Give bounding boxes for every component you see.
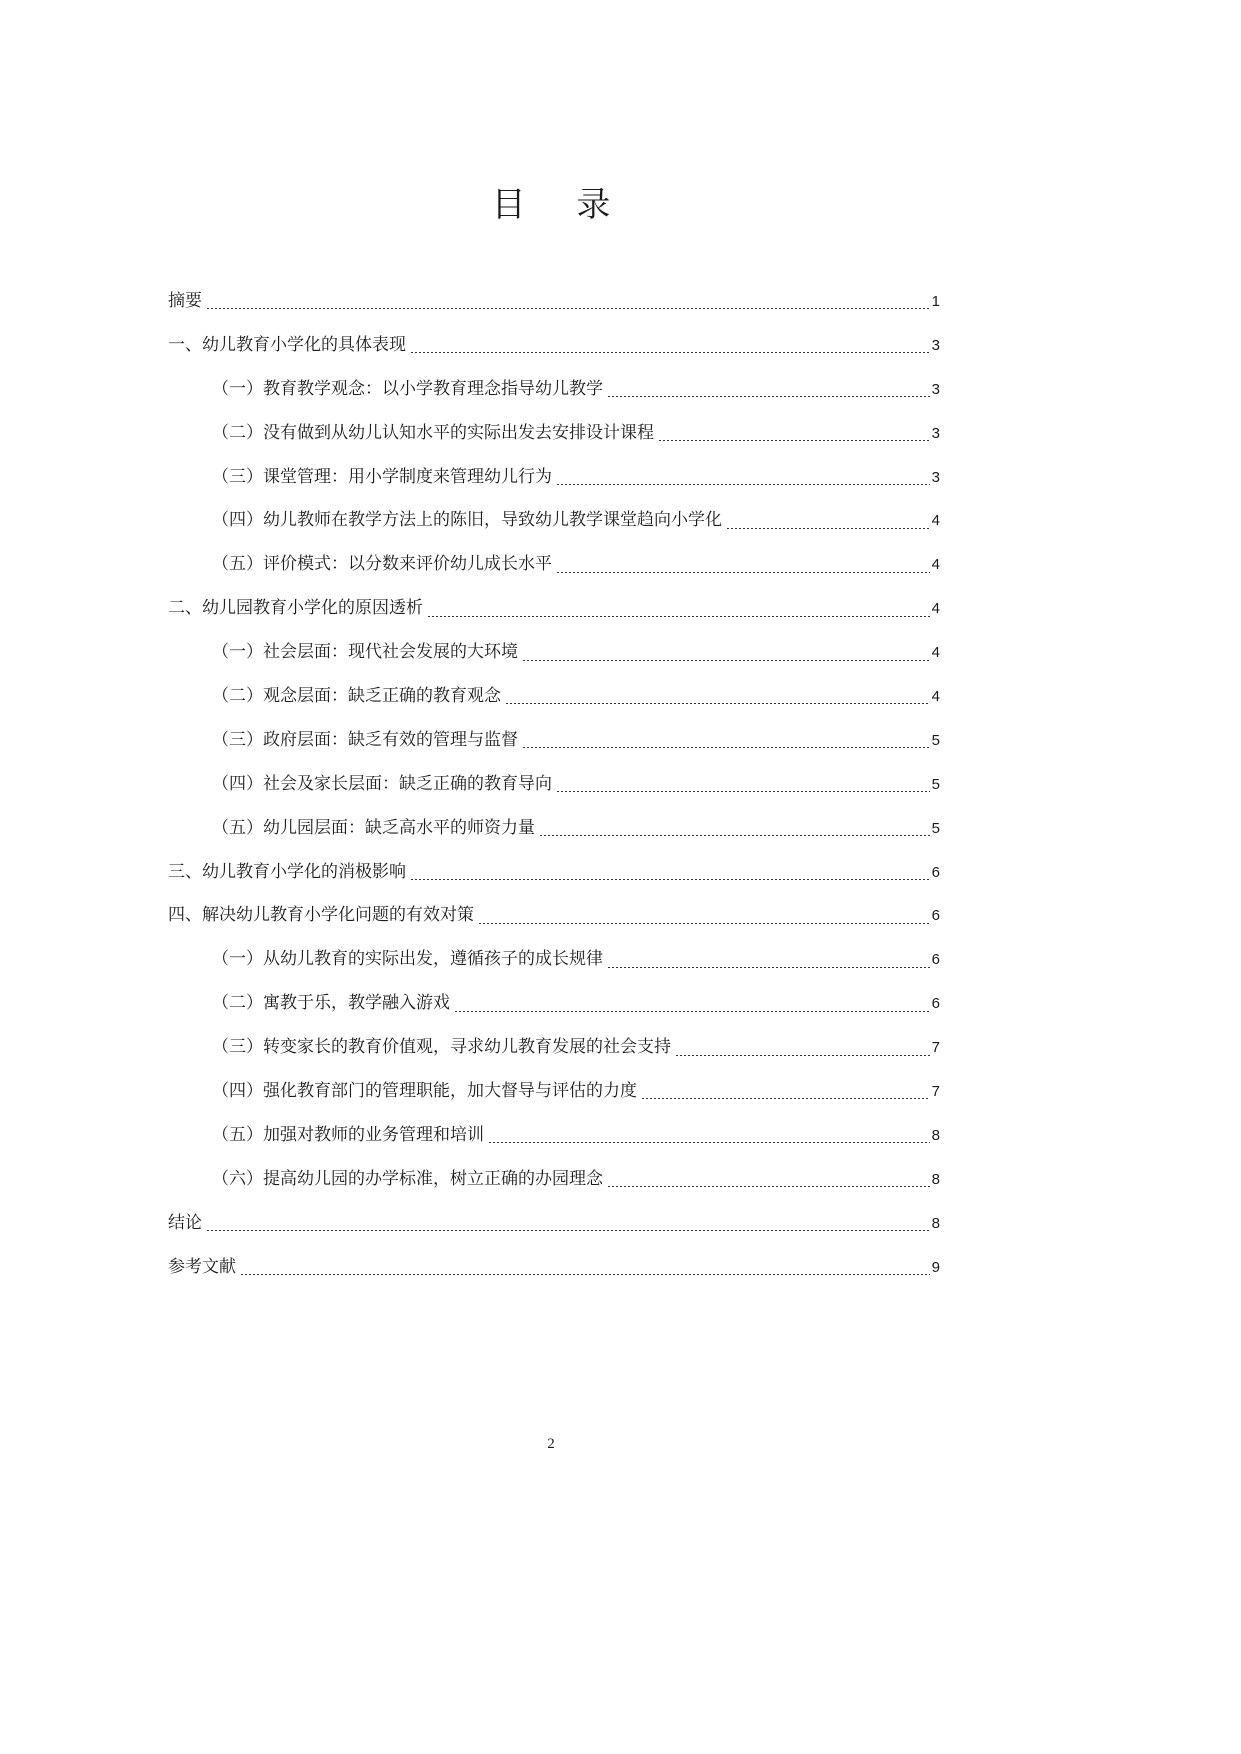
- toc-entry-page-number: 7: [931, 1083, 940, 1101]
- toc-dot-leader: [658, 440, 930, 441]
- toc-entry-page-number: 3: [931, 424, 940, 442]
- toc-entry[interactable]: [168, 807, 940, 851]
- toc-dot-leader: [240, 1274, 930, 1275]
- toc-dot-leader: [488, 1142, 930, 1143]
- page-number: 2: [547, 1436, 555, 1452]
- toc-dot-leader: [454, 1011, 930, 1012]
- toc-entry[interactable]: [168, 499, 940, 543]
- toc-entry-label: （六）提高幼儿园的办学标准，树立正确的办园理念: [212, 1168, 603, 1189]
- toc-entry-page-number: 3: [931, 336, 940, 354]
- toc-entry-label: （三）政府层面：缺乏有效的管理与监督: [212, 729, 518, 750]
- toc-entry[interactable]: [168, 412, 940, 456]
- toc-entry-page-number: 4: [931, 644, 940, 662]
- table-of-contents: [168, 280, 940, 1289]
- toc-entry-page-number: 4: [931, 688, 940, 706]
- toc-entry-page-number: 8: [931, 1126, 940, 1144]
- toc-dot-leader: [522, 660, 930, 661]
- toc-entry-label: （四）强化教育部门的管理职能，加大督导与评估的力度: [212, 1081, 637, 1102]
- toc-entry-page-number: 6: [931, 907, 940, 925]
- toc-entry-label: （二）没有做到从幼儿认知水平的实际出发去安排设计课程: [212, 422, 654, 443]
- toc-entry[interactable]: [168, 938, 940, 982]
- toc-dot-leader: [478, 923, 930, 924]
- toc-entry-page-number: 1: [931, 293, 940, 310]
- toc-entry-page-number: 7: [931, 1039, 940, 1057]
- toc-dot-leader: [556, 572, 930, 573]
- toc-dot-leader: [427, 616, 930, 617]
- toc-dot-leader: [675, 1055, 930, 1056]
- toc-entry[interactable]: [168, 1114, 940, 1158]
- toc-entry-label: （三）课堂管理：用小学制度来管理幼儿行为: [212, 466, 552, 487]
- toc-entry-page-number: 4: [931, 600, 940, 618]
- toc-entry-label: （四）幼儿教师在教学方法上的陈旧，导致幼儿教学课堂趋向小学化: [212, 510, 722, 531]
- toc-entry[interactable]: [168, 851, 940, 895]
- toc-dot-leader: [641, 1098, 930, 1099]
- toc-entry[interactable]: [168, 763, 940, 807]
- toc-dot-leader: [410, 879, 930, 880]
- toc-entry[interactable]: [168, 982, 940, 1026]
- toc-entry[interactable]: [168, 456, 940, 500]
- toc-entry[interactable]: [168, 1026, 940, 1070]
- toc-entry-label: 摘要: [168, 291, 202, 311]
- toc-entry-label: 结论: [168, 1212, 202, 1233]
- toc-dot-leader: [607, 1186, 930, 1187]
- toc-entry-label: 三、幼儿教育小学化的消极影响: [168, 861, 406, 882]
- toc-entry[interactable]: [168, 675, 940, 719]
- toc-entry-label: 参考文献: [168, 1256, 236, 1277]
- toc-entry-label: （二）寓教于乐，教学融入游戏: [212, 993, 450, 1014]
- toc-entry-page-number: 5: [931, 819, 940, 837]
- toc-entry[interactable]: [168, 587, 940, 631]
- toc-entry[interactable]: [168, 324, 940, 368]
- toc-entry[interactable]: [168, 1070, 940, 1114]
- toc-entry-page-number: 5: [931, 731, 940, 749]
- toc-entry-page-number: 5: [931, 775, 940, 793]
- toc-entry-page-number: 6: [931, 995, 940, 1013]
- toc-entry-page-number: 3: [931, 380, 940, 398]
- toc-entry[interactable]: [168, 1246, 940, 1290]
- toc-entry-label: （四）社会及家长层面：缺乏正确的教育导向: [212, 773, 552, 794]
- toc-entry-label: （五）评价模式：以分数来评价幼儿成长水平: [212, 554, 552, 575]
- toc-dot-leader: [522, 747, 930, 748]
- toc-entry[interactable]: [168, 631, 940, 675]
- toc-entry-label: （一）教育教学观念：以小学教育理念指导幼儿教学: [212, 378, 603, 399]
- toc-entry-label: 二、幼儿园教育小学化的原因透析: [168, 598, 423, 619]
- toc-entry[interactable]: [168, 1158, 940, 1202]
- toc-entry-page-number: 3: [931, 468, 940, 486]
- toc-entry[interactable]: [168, 719, 940, 763]
- toc-entry-page-number: 4: [931, 556, 940, 574]
- toc-entry-label: 一、幼儿教育小学化的具体表现: [168, 334, 406, 355]
- toc-dot-leader: [206, 1230, 930, 1231]
- page-title: 目 录: [491, 185, 631, 225]
- toc-entry-label: （五）加强对教师的业务管理和培训: [212, 1124, 484, 1145]
- toc-dot-leader: [539, 835, 930, 836]
- toc-entry-page-number: 6: [931, 951, 940, 969]
- toc-entry-page-number: 8: [931, 1170, 940, 1188]
- toc-entry-page-number: 8: [931, 1214, 940, 1232]
- toc-entry[interactable]: [168, 894, 940, 938]
- toc-dot-leader: [505, 703, 930, 704]
- toc-entry[interactable]: [168, 368, 940, 412]
- toc-dot-leader: [206, 308, 930, 309]
- toc-dot-leader: [556, 484, 930, 485]
- toc-entry[interactable]: [168, 1202, 940, 1246]
- toc-entry-label: （一）社会层面：现代社会发展的大环境: [212, 642, 518, 663]
- toc-entry-page-number: 9: [931, 1258, 940, 1276]
- toc-dot-leader: [607, 396, 930, 397]
- toc-entry[interactable]: [168, 543, 940, 587]
- toc-dot-leader: [607, 967, 930, 968]
- toc-entry-label: （二）观念层面：缺乏正确的教育观念: [212, 686, 501, 707]
- toc-dot-leader: [726, 528, 930, 529]
- toc-entry[interactable]: [168, 280, 940, 324]
- toc-entry-page-number: 4: [931, 512, 940, 530]
- toc-entry-label: （五）幼儿园层面：缺乏高水平的师资力量: [212, 817, 535, 838]
- toc-entry-label: （一）从幼儿教育的实际出发，遵循孩子的成长规律: [212, 949, 603, 970]
- toc-dot-leader: [556, 791, 930, 792]
- toc-entry-label: 四、解决幼儿教育小学化问题的有效对策: [168, 905, 474, 926]
- toc-dot-leader: [410, 352, 930, 353]
- toc-entry-label: （三）转变家长的教育价值观，寻求幼儿教育发展的社会支持: [212, 1037, 671, 1058]
- toc-entry-page-number: 6: [931, 863, 940, 881]
